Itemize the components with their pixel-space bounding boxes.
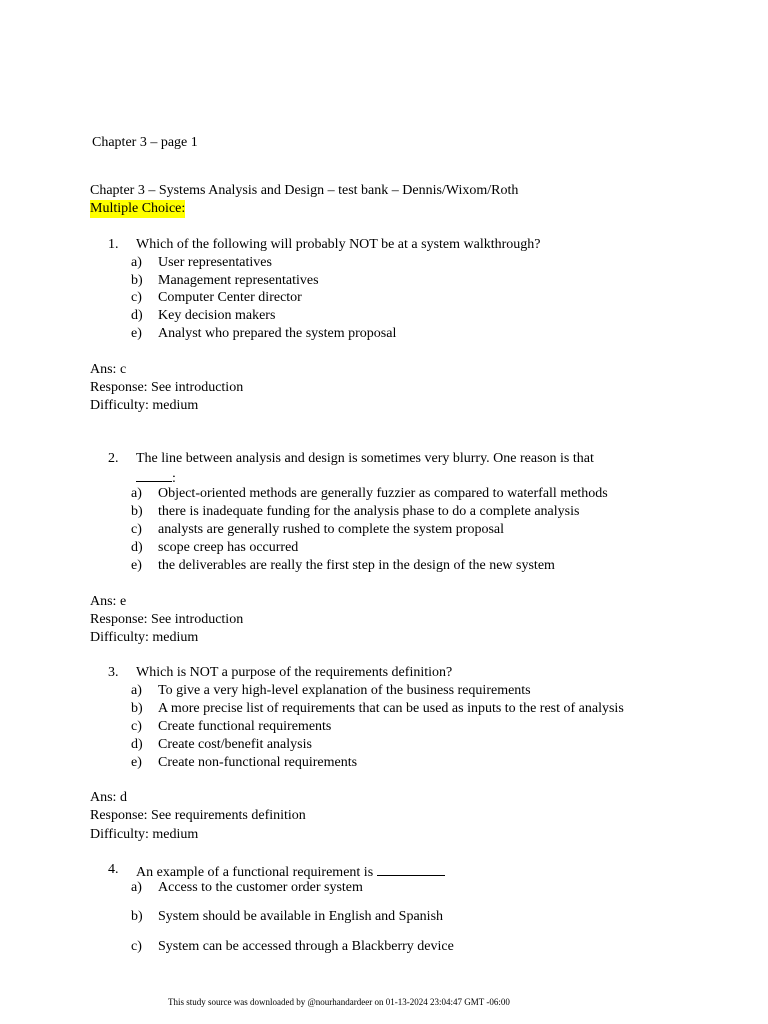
option-text: Create cost/benefit analysis bbox=[158, 737, 312, 752]
option-text: Object-oriented methods are generally fuzzier as compared to waterfall methods bbox=[158, 486, 608, 501]
option-text: A more precise list of requirements that can be used as inputs to the rest of analysis bbox=[158, 701, 624, 716]
option-text: Analyst who prepared the system proposal bbox=[158, 326, 397, 341]
answer-blank bbox=[377, 861, 445, 876]
question-text: Which of the following will probably NOT be at a system walkthrough? bbox=[136, 237, 541, 252]
question-number: 2. bbox=[108, 451, 119, 466]
question-text: The line between analysis and design is sometimes very blurry. One reason is that bbox=[136, 451, 594, 466]
option-letter: e) bbox=[131, 755, 142, 770]
option-letter: e) bbox=[131, 326, 142, 341]
option-text: the deliverables are really the first step in the design of the new system bbox=[158, 558, 555, 573]
option-text: User representatives bbox=[158, 255, 272, 270]
option-text: scope creep has occurred bbox=[158, 540, 299, 555]
difficulty: Difficulty: medium bbox=[90, 827, 199, 842]
option-text: there is inadequate funding for the analysis phase to do a complete analysis bbox=[158, 504, 580, 519]
download-footer: This study source was downloaded by @nourhandardeer on 01-13-2024 23:04:47 GMT -06:00 bbox=[168, 997, 510, 1007]
question-number: 4. bbox=[108, 862, 119, 877]
option-text: Create functional requirements bbox=[158, 719, 332, 734]
option-letter: a) bbox=[131, 880, 142, 895]
option-text: Create non-functional requirements bbox=[158, 755, 358, 770]
option-text: Management representatives bbox=[158, 273, 319, 288]
option-letter: a) bbox=[131, 255, 142, 270]
option-text: System can be accessed through a Blackberry device bbox=[158, 939, 454, 954]
option-text: To give a very high-level explanation of the business requirements bbox=[158, 683, 531, 698]
difficulty: Difficulty: medium bbox=[90, 398, 199, 413]
option-letter: b) bbox=[131, 504, 143, 519]
option-letter: b) bbox=[131, 701, 143, 716]
option-text: Key decision makers bbox=[158, 308, 276, 323]
answer: Ans: e bbox=[90, 594, 127, 609]
option-letter: c) bbox=[131, 939, 142, 954]
question-text-body: An example of a functional requirement is bbox=[136, 865, 374, 880]
option-text: Computer Center director bbox=[158, 290, 302, 305]
option-letter: c) bbox=[131, 522, 142, 537]
answer: Ans: d bbox=[90, 790, 127, 805]
option-letter: a) bbox=[131, 486, 142, 501]
response: Response: See introduction bbox=[90, 612, 244, 627]
option-text: System should be available in English and Spanish bbox=[158, 909, 444, 924]
response: Response: See introduction bbox=[90, 380, 244, 395]
option-letter: b) bbox=[131, 273, 143, 288]
option-letter: c) bbox=[131, 719, 142, 734]
question-text: Which is NOT a purpose of the requirements definition? bbox=[136, 665, 453, 680]
answer: Ans: c bbox=[90, 362, 127, 377]
blank-suffix: : bbox=[172, 471, 176, 486]
question-number: 3. bbox=[108, 665, 119, 680]
option-letter: d) bbox=[131, 540, 143, 555]
option-letter: b) bbox=[131, 909, 143, 924]
option-letter: c) bbox=[131, 290, 142, 305]
question-number: 1. bbox=[108, 237, 119, 252]
section-heading: Multiple Choice: bbox=[90, 201, 186, 216]
option-letter: d) bbox=[131, 308, 143, 323]
response: Response: See requirements definition bbox=[90, 808, 306, 823]
document-title: Chapter 3 – Systems Analysis and Design – test bank – Dennis/Wixom/Roth bbox=[90, 183, 519, 198]
option-text: analysts are generally rushed to complete the system proposal bbox=[158, 522, 505, 537]
option-letter: d) bbox=[131, 737, 143, 752]
option-letter: e) bbox=[131, 558, 142, 573]
difficulty: Difficulty: medium bbox=[90, 630, 199, 645]
option-text: Access to the customer order system bbox=[158, 880, 363, 895]
option-letter: a) bbox=[131, 683, 142, 698]
page-label: Chapter 3 – page 1 bbox=[92, 135, 198, 150]
